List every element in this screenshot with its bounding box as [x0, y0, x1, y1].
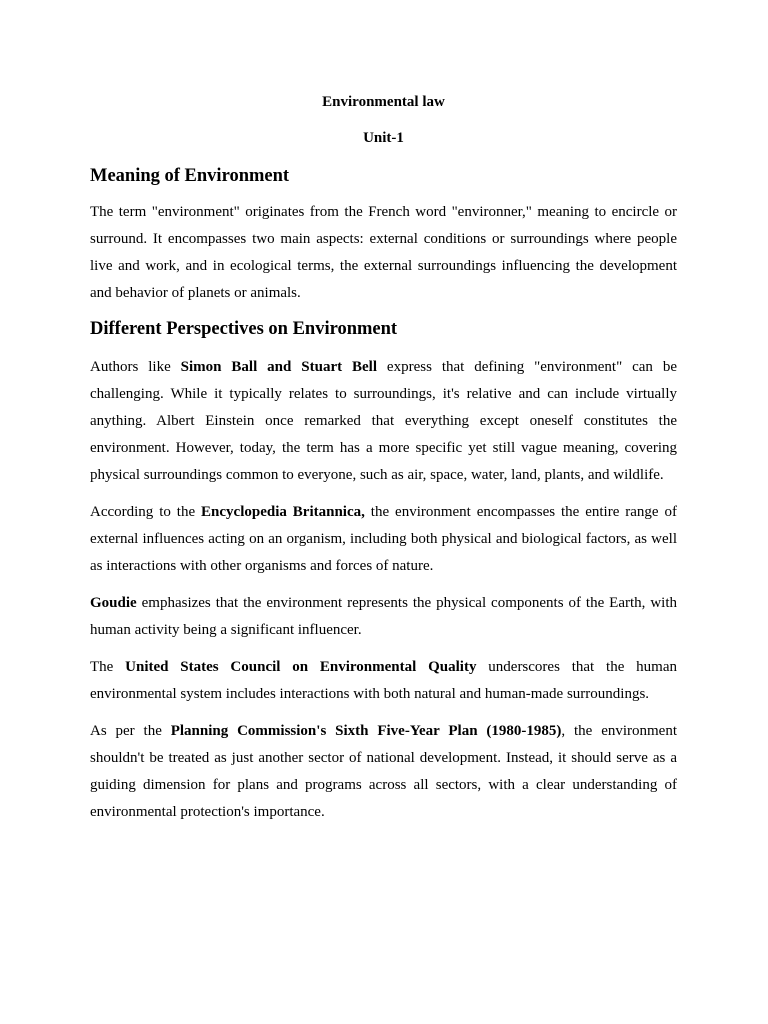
- paragraph-meaning: The term "environment" originates from the French word "environner," meaning to encircle or surround. It encompasses two main aspects: external conditions or surroundings where people live and work, and in ecological terms, the external surroundings influencing the development and behavior of planets or animals.: [90, 204, 677, 301]
- bold-term: Planning Commission's Sixth Five-Year Plan (1980-1985): [170, 723, 562, 739]
- document-unit: Unit-1: [363, 130, 404, 146]
- paragraph-text: Authors like: [90, 359, 181, 375]
- paragraph-text: underscores that the human environmental system includes interactions with both natural and human-made surroundings.: [90, 659, 677, 702]
- bold-term: Encyclopedia Britannica,: [201, 504, 365, 520]
- paragraph-text: The: [90, 659, 126, 675]
- document-title: Environmental law: [322, 94, 445, 110]
- paragraph-goudie: [90, 590, 677, 644]
- bold-term: Simon Ball and Stuart Bell: [180, 359, 378, 375]
- paragraph-text: express that defining "environment" can be challenging. While it typically relates to surroundings, it's relative and can include virtually anything. Albert Einstein once remarked that everything except oneself constitutes the environment. However, today, the term has a more specific yet still vague meaning, covering physical surroundings common to everyone, such as air, space, water, land, plants, and wildlife.: [90, 359, 677, 483]
- paragraph-text: emphasizes that the environment represents the physical components of the Earth, with human activity being a significant influencer.: [90, 595, 677, 638]
- bold-term: Goudie: [90, 595, 137, 611]
- paragraph-us-council: [90, 654, 677, 708]
- document-page: [90, 92, 677, 826]
- section-heading-meaning: Meaning of Environment: [90, 166, 290, 186]
- paragraph-text: According to the: [90, 504, 202, 520]
- bold-term: United States Council on Environmental Quality: [125, 659, 477, 675]
- paragraph-planning-commission: [90, 718, 677, 826]
- paragraph-text: As per the: [90, 723, 171, 739]
- paragraph-ball-bell: [90, 354, 677, 489]
- paragraph-text: , the environment shouldn't be treated as just another sector of national development. Instead, it should serve as a guiding dimension for plans and programs across all sectors, with a clear understanding of environmental protection's importance.: [90, 723, 678, 820]
- section-heading-perspectives: Different Perspectives on Environment: [90, 319, 398, 339]
- paragraph-britannica: [90, 499, 677, 580]
- paragraph-text: the environment encompasses the entire range of external influences acting on an organism, including both physical and biological factors, as well as interactions with other organisms and forces of nature.: [90, 504, 677, 574]
